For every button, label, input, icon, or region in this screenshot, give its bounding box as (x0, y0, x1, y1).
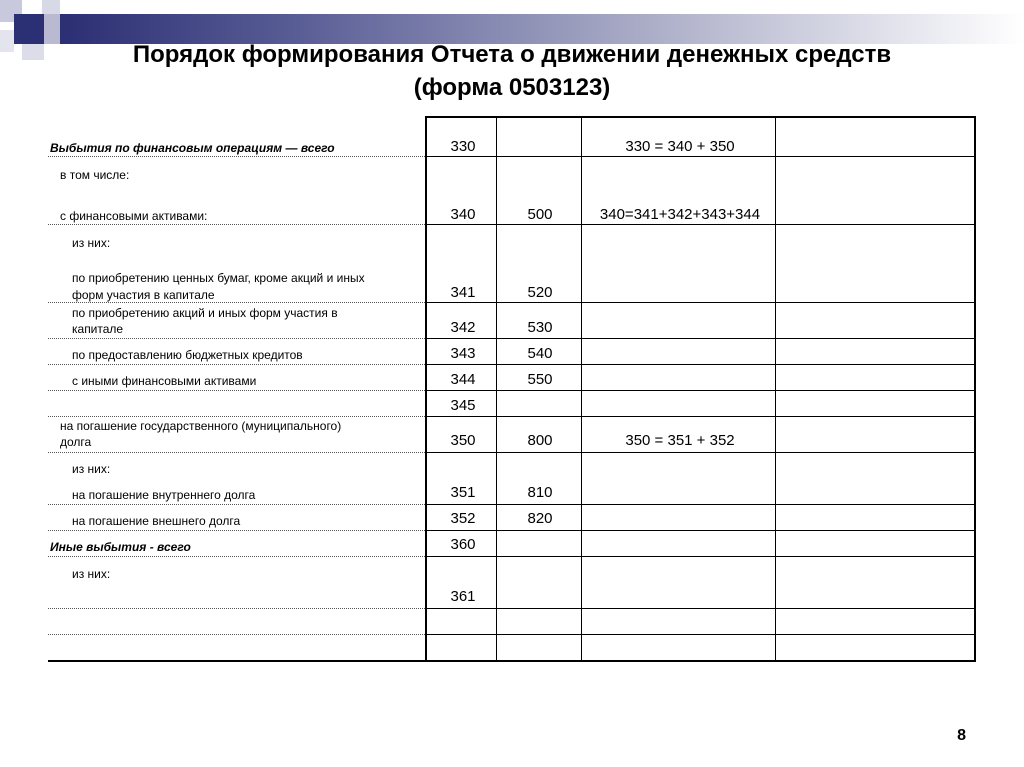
row-340-formula: 340=341+342+343+344 (599, 206, 761, 223)
row-343-code: 343 (450, 345, 476, 362)
page-number: 8 (957, 727, 966, 744)
row-342-code: 342 (450, 319, 476, 336)
row-350-formula: 350 = 351 + 352 (625, 432, 735, 449)
row-340-code: 340 (450, 206, 476, 223)
row-330-label: Выбытия по финансовым операциям — всего (50, 141, 335, 155)
row-344-label: с иными финансовыми активами (72, 374, 257, 388)
row-351-code: 351 (450, 484, 476, 501)
row-361-top-label: из них: (72, 567, 111, 581)
row-344-code: 344 (450, 371, 476, 388)
row-330-formula: 330 = 340 + 350 (625, 138, 735, 155)
row-352-code: 352 (450, 510, 476, 527)
row-341-label-line2: форм участия в капитале (72, 288, 215, 302)
row-342-label-line1: по приобретению акций и иных форм участия в (72, 306, 338, 320)
row-350-code: 350 (450, 432, 476, 449)
row-352-label: на погашение внешнего долга (72, 514, 241, 528)
row-350-label-line2: долга (60, 435, 92, 449)
row-352-code2: 820 (527, 510, 553, 527)
row-341-label-line1: по приобретению ценных бумаг, кроме акций и иных (72, 271, 365, 285)
row-360-code: 360 (450, 536, 476, 553)
row-330-code: 330 (450, 138, 476, 155)
row-361-code: 361 (450, 588, 476, 605)
row-351-top-label: из них: (72, 462, 111, 476)
row-343-label: по предоставлению бюджетных кредитов (72, 348, 303, 362)
report-table (48, 116, 976, 662)
row-341-code2: 520 (527, 284, 553, 301)
row-345-code: 345 (450, 397, 476, 414)
row-343-code2: 540 (527, 345, 553, 362)
page-title: Порядок формирования Отчета о движении денежных средств (132, 41, 892, 68)
row-341-code: 341 (450, 284, 476, 301)
row-351-code2: 810 (527, 484, 553, 501)
row-340-label: с финансовыми активами: (60, 209, 208, 223)
row-344-code2: 550 (527, 371, 553, 388)
row-350-label-line1: на погашение государственного (муниципального) (60, 419, 342, 433)
row-342-label-line2: капитале (72, 322, 124, 336)
row-340-top-label: в том числе: (60, 168, 130, 182)
row-350-code2: 800 (527, 432, 553, 449)
row-351-label: на погашение внутреннего долга (72, 488, 256, 502)
row-340-code2: 500 (527, 206, 553, 223)
header-band (60, 14, 1024, 44)
row-342-code2: 530 (527, 319, 553, 336)
page-subtitle: (форма 0503123) (413, 74, 611, 101)
row-360-label: Иные выбытия - всего (50, 540, 191, 554)
row-341-top-label: из них: (72, 236, 111, 250)
